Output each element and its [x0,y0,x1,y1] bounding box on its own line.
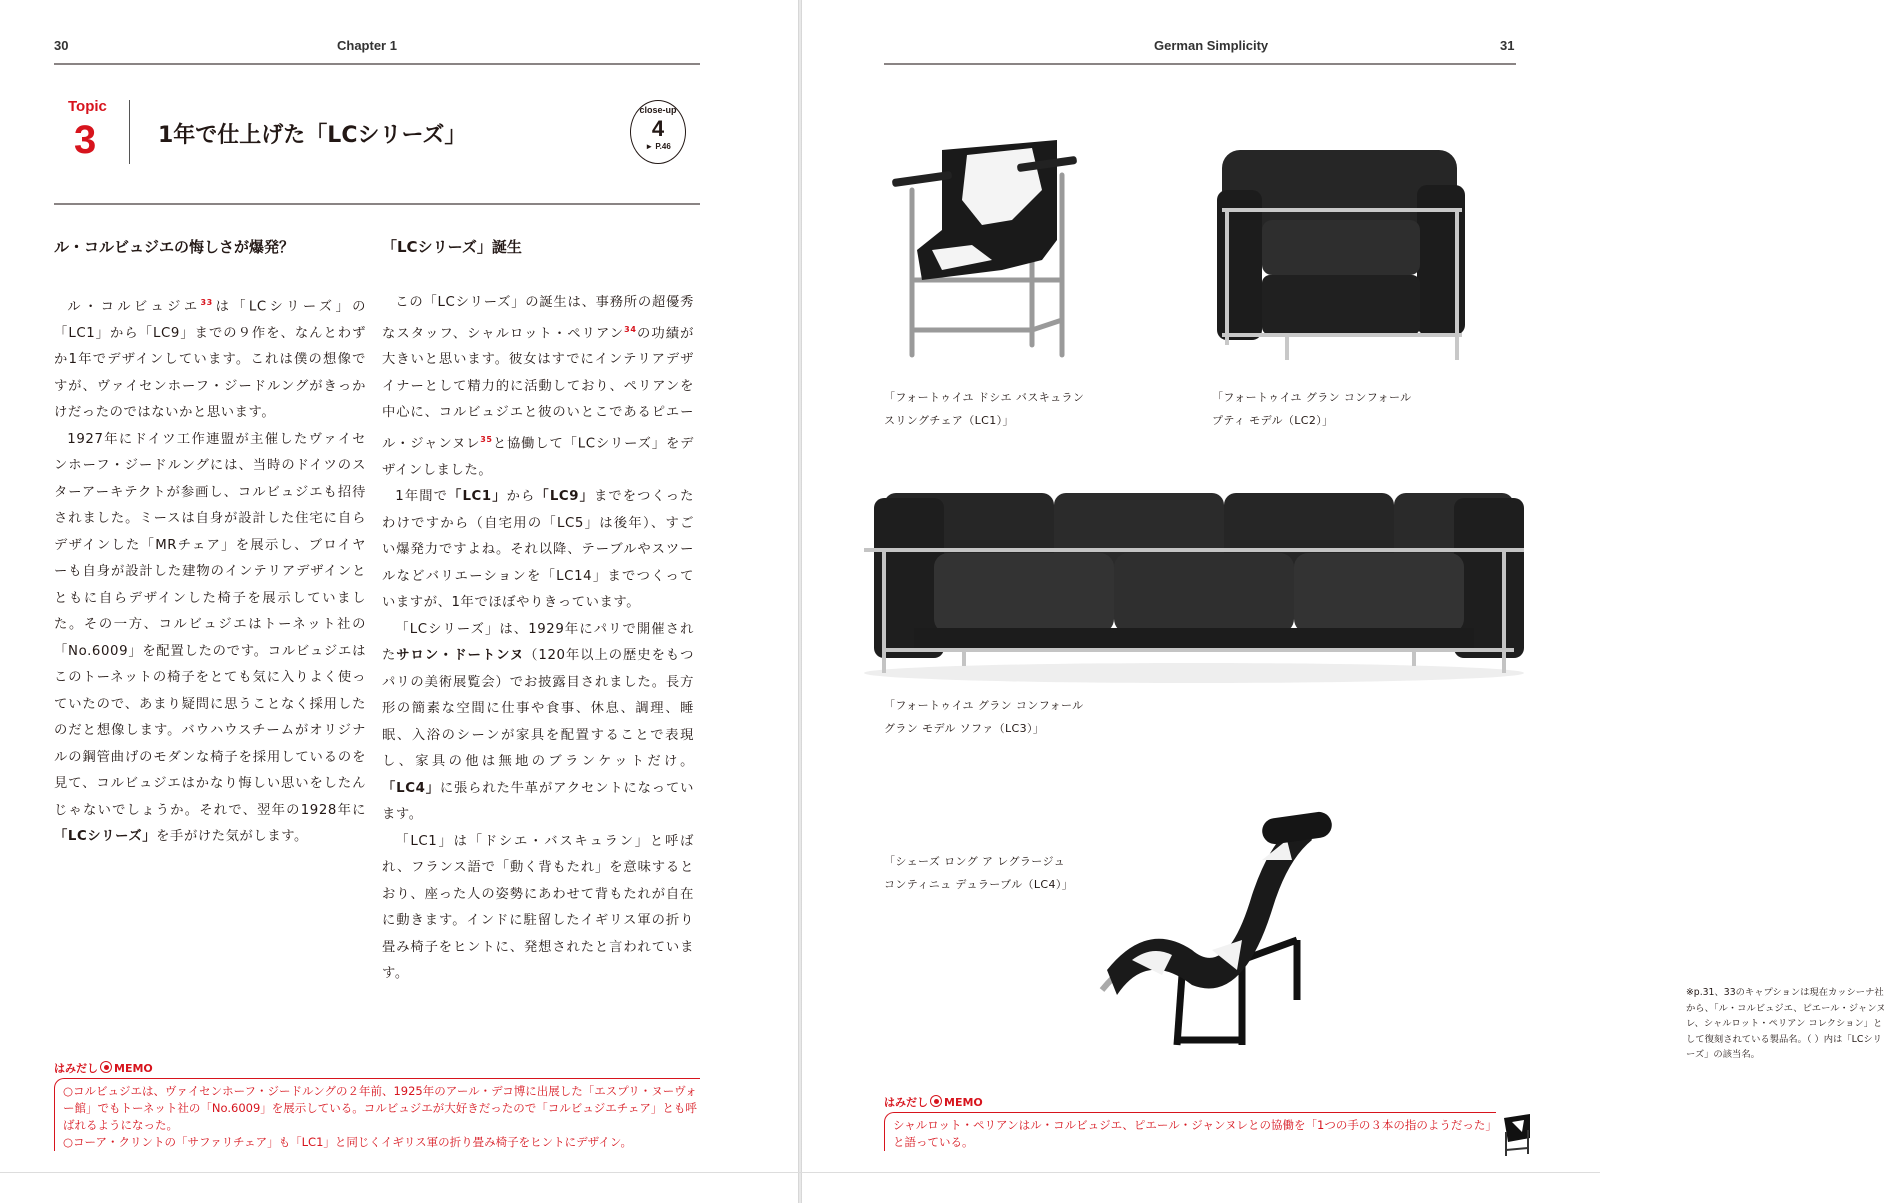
memo-item: ○コルビュジエは、ヴァイセンホーフ・ジードルングの２年前、1925年のアール・デコ博に出展した「エスプリ・ヌーヴォー館」でもトーネット社の「No.6009」を展示している。コルビュジエが大好きだったので「コルビュジエチェア」とも呼ばれるようになった。 [63,1084,697,1132]
running-head: Chapter 1 [337,38,397,53]
header-rule [54,63,700,65]
topic-title: 1年で仕上げた「LCシリーズ」 [158,123,467,148]
caption-lc3: 「フォートゥイユ グラン コンフォール グラン モデル ソファ（LC3）」 [884,699,1084,735]
paragraph: ル・コルビュジエ$^{33}$は「LCシリーズ」の「LC1」から「LC9」までの９作を、なんとわずか1年でデザインしています。これは僕の想像ですが、ヴァイセンホーフ・ジードルングがきっかけだったのではないかと思います。 [54,298,366,421]
column-1 [54,232,366,851]
lc4-chaise-longue-image [1092,800,1352,1060]
page-number: 30 [54,38,69,53]
topic-bottom-rule [54,203,700,205]
running-head: German Simplicity [1154,38,1269,53]
page-bottom-edge [0,1172,1600,1173]
lc3-sofa-image [854,488,1534,688]
closeup-badge[interactable] [630,100,686,164]
closeup-number: 4 [651,116,665,141]
memo-item: シャルロット・ペリアンはル・コルビュジエ、ピエール・ジャンヌレとの協働を「1つの手の３本の指のようだった」と語っている。 [893,1118,1492,1149]
memo-item: ○コーア・クリントの「サファリチェア」も「LC1」と同じくイギリス軍の折り畳み椅子をヒントにデザイン。 [63,1135,632,1149]
paragraph: 1年間で「LC1」から「LC9」までをつくったわけですから（自宅用の「LC5」は後年）、すごい爆発力ですよね。それ以降、テーブルやスツールなどバリエーションを「LC14」までつくっていますが、1年でほぼやりきっています。 [382,489,695,611]
closeup-page-ref: ► P.46 [645,142,671,151]
paragraph: この「LCシリーズ」の誕生は、事務所の超優秀なスタッフ、シャルロット・ペリアン$^{34}$の功績が大きいと思います。彼女はすでにインテリアデザイナーとして精力的に活動しており、ペリアンを中心に、コルビュジエと彼のいとこであるピエール・ジャンヌレ$^{35}$と協働して「LCシリーズ」をデザインしました。 [382,295,695,478]
caption-lc2: 「フォートゥイユ グラン コンフォール プティ モデル（LC2）」 [1212,391,1412,427]
header-rule [884,63,1516,65]
closeup-label: close-up [639,105,677,115]
lc1-chair-image [882,130,1082,360]
topic-divider [129,100,130,164]
paragraph: 「LCシリーズ」は、1929年にパリで開催されたサロン・ドートンヌ（120年以上の歴史をもつパリの美術展覧会）でお披露目されました。長方形の簡素な空間に仕事や食事、休息、調理、睡眠、入浴のシーンが家具を配置することで表現し、家具の他は無地のブランケットだけ。「LC4」に張られた牛革がアクセントになっています。 [382,621,694,823]
memo-box-left [54,1060,700,1151]
left-page [0,0,798,1203]
memo-box-right [884,1094,1496,1151]
footnote-ref: 35 [480,434,493,444]
caption-note: ※p.31、33のキャプションは現在カッシーナ社から、「ル・コルビュジエ、ピエール・ジャンヌレ、シャルロット・ペリアン コレクション」として復刻されている製品名。（ ）内は「LCシリーズ」の該当名。 [1686,987,1886,1060]
paragraph: 「LC1」は「ドシエ・バスキュラン」と呼ばれ、フランス語で「動く背もたれ」を意味するとおり、座った人の姿勢にあわせて背もたれが自在に動きます。インドに駐留したイギリス軍の折り畳み椅子をヒントに、発想されたと言われています。 [382,833,694,982]
footnote-ref: 34 [624,324,637,334]
paragraph: 1927年にドイツ工作連盟が主催したヴァイセンホーフ・ジードルングには、当時のドイツのスターアーキテクトが参画し、コルビュジエも招待されました。ミースは自身が設計した住宅に自らデザインした「MRチェア」を展示し、ブロイヤーも自身が設計した建物のインテリアデザインとともに自らデザインした椅子を展示していました。その一方、コルビュジエはトーネット社の「No.6009」を配置したのです。コルビュジエはこのトーネットの椅子をとても気に入りよく使っていたので、あまり疑問に思うことなく採用したのだと想像します。バウハウスチームがオリジナルの鋼管曲げのモダンな椅子を採用しているのを見て、コルビュジエはかなり悔しい思いをしたんじゃないでしょうか。それで、翌年の1928年に「LCシリーズ」を手がけた気がします。 [54,431,366,845]
caption-lc1: 「フォートゥイユ ドシエ バスキュラン スリングチェア（LC1）」 [884,391,1085,427]
caption-lc4: 「シェーズ ロング ア レグラージュ コンティニュ デュラーブル（LC4）」 [884,855,1074,891]
section-heading: 「LCシリーズ」誕生 [382,238,522,256]
record-dot-icon [930,1095,942,1107]
footnote-ref: 33 [200,298,213,307]
memo-heading: はみだし MEMO [884,1096,983,1109]
lc2-armchair-image [1212,135,1472,365]
memo-heading: はみだし MEMO [54,1062,153,1075]
page-number: 31 [1500,38,1515,53]
topic-label: Topic [68,98,107,115]
right-page [802,0,1886,1203]
column-2 [382,232,694,988]
topic-number: 3 [74,118,97,162]
lc1-chair-thumbnail-icon [1500,1112,1534,1158]
section-heading: ル・コルビュジエの悔しさが爆発？ [54,238,295,256]
record-dot-icon [100,1061,112,1073]
